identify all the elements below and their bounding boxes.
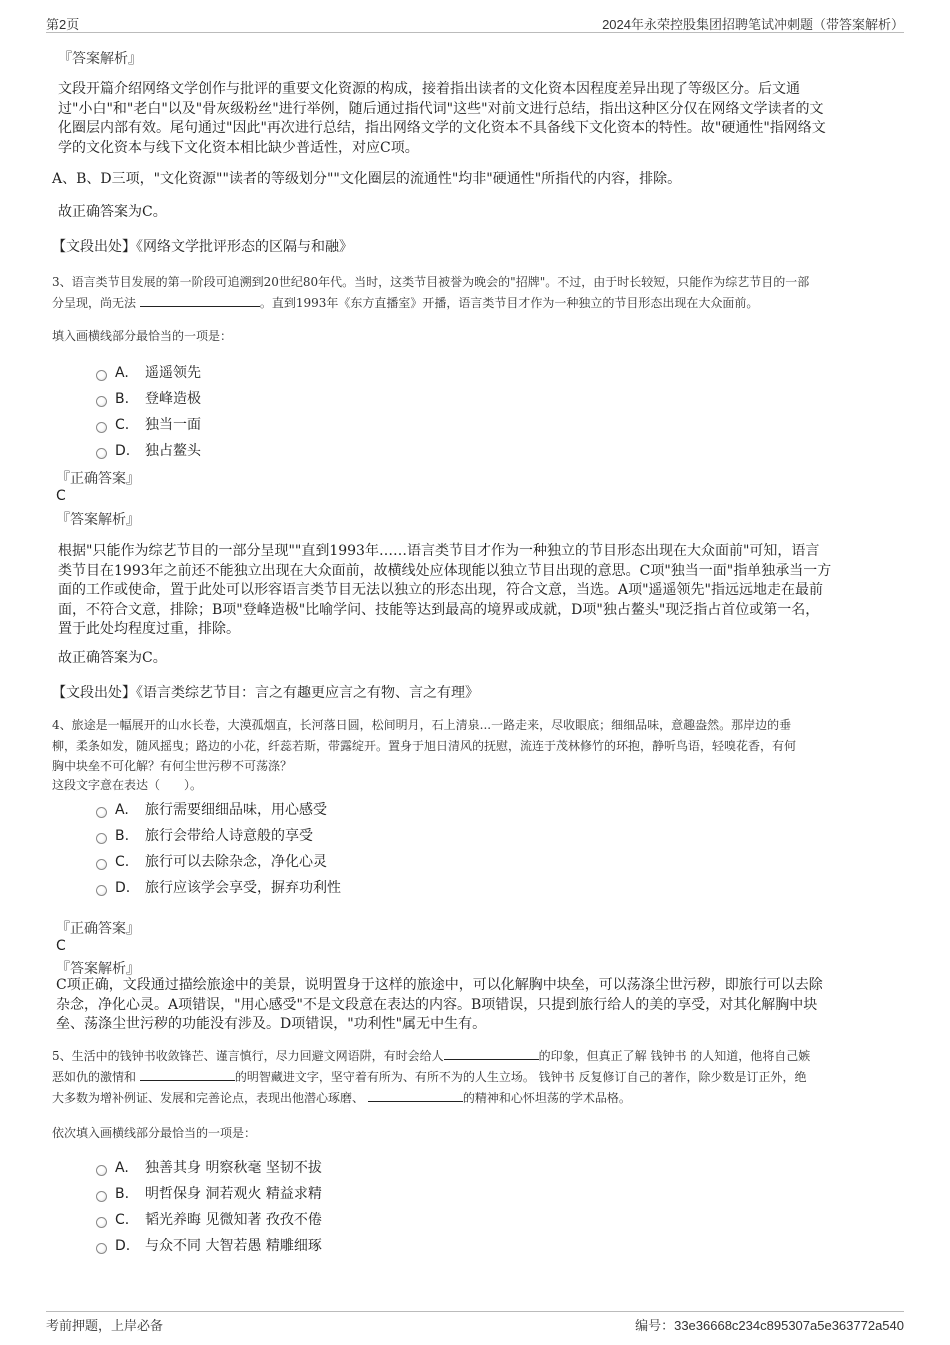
option-letter: B. bbox=[115, 828, 130, 844]
q3-prompt: 填入画横线部分最恰当的一项是： bbox=[52, 329, 233, 343]
q4-option-d[interactable] bbox=[96, 877, 341, 899]
q3-correct-answer: C bbox=[56, 488, 66, 504]
option-letter: C. bbox=[115, 417, 130, 433]
option-letter: B. bbox=[115, 391, 130, 407]
q3-option-c[interactable] bbox=[96, 414, 201, 436]
option-text: 独占鳌头 bbox=[145, 443, 201, 459]
option-text: 独善其身 明察秋毫 坚韧不拔 bbox=[145, 1160, 322, 1176]
analysis-line: 化圈层内部有效。尾句通过"因此"再次进行总结，指出网络文学的文化资本不具备线下文化资本的特性。故"硬通性"指网络文 bbox=[58, 120, 826, 136]
radio-button[interactable] bbox=[96, 807, 107, 818]
q3-stem-line: 3、语言类节目发展的第一阶段可追溯到20世纪80年代。当时，这类节目被誉为晚会的"招牌"。不过，由于时长较短，只能作为综艺节目的一部 bbox=[52, 275, 810, 289]
analysis-line: 过"小白"和"老白"以及"骨灰级粉丝"进行举例，随后通过指代词"这些"对前文进行总结，指出这种区分仅在网络文学读者的文 bbox=[58, 100, 824, 117]
option-letter: A. bbox=[115, 1160, 129, 1176]
q2-analysis-label: 『答案解析』 bbox=[58, 51, 142, 67]
q3-option-a[interactable] bbox=[96, 362, 201, 384]
q3-source: 【文段出处】《语言类综艺节目：言之有趣更应言之有物、言之有理》 bbox=[52, 685, 479, 701]
fill-blank bbox=[140, 294, 260, 307]
stem-text: 恶如仇的激情和 bbox=[52, 1070, 137, 1084]
option-text: 独当一面 bbox=[145, 417, 201, 433]
radio-button[interactable] bbox=[96, 833, 107, 844]
analysis-line: 杂念，净化心灵。A项错误，"用心感受"不是文段意在表达的内容。B项错误，只提到旅行给人的美的享受，对其化解胸中块 bbox=[56, 996, 818, 1013]
radio-button[interactable] bbox=[96, 396, 107, 407]
option-text: 明哲保身 洞若观火 精益求精 bbox=[145, 1186, 322, 1202]
q2-conclusion: 故正确答案为C。 bbox=[58, 204, 167, 220]
q2-source: 【文段出处】《网络文学批评形态的区隔与和融》 bbox=[52, 239, 353, 255]
analysis-line: 根据"只能作为综艺节目的一部分呈现""直到1993年……语言类节目才作为一种独立的节目形态出现在大众面前"可知，语言 bbox=[58, 543, 820, 559]
q3-stem-line bbox=[52, 293, 912, 314]
q5-stem-line bbox=[52, 1088, 922, 1109]
q2-analysis-text bbox=[58, 80, 898, 158]
fill-blank bbox=[140, 1068, 235, 1081]
q3-correct-label: 『正确答案』 bbox=[56, 471, 140, 487]
q4-option-a[interactable] bbox=[96, 799, 327, 821]
option-letter: B. bbox=[115, 1186, 130, 1202]
analysis-line: 学的文化资本与线下文化资本相比缺少普适性，对应C项。 bbox=[58, 139, 419, 156]
q3-option-b[interactable] bbox=[96, 388, 201, 410]
q5-stem-line bbox=[52, 1046, 922, 1067]
stem-text: 的精神和心怀坦荡的学术品格。 bbox=[462, 1091, 631, 1105]
analysis-line: 面的工作或使命，置于此处可以形容语言类节目无法以独立的形态出现，符合文意，当选。A项"遥遥领先"指远远地走在最前 bbox=[58, 582, 823, 598]
document-title: 2024年永荣控股集团招聘笔试冲刺题（带答案解析） bbox=[602, 17, 904, 32]
option-text: 登峰造极 bbox=[145, 391, 201, 407]
option-text: 旅行会带给人诗意般的享受 bbox=[145, 828, 313, 844]
analysis-line: 置于此处均程度过重，排除。 bbox=[58, 621, 240, 637]
option-letter: A. bbox=[115, 365, 129, 381]
q5-option-c[interactable] bbox=[96, 1209, 322, 1231]
q4-stem-line: 胸中块垒不可化解？有何尘世污秽不可荡涤？ bbox=[52, 759, 293, 773]
q4-analysis-text bbox=[56, 976, 916, 1035]
radio-button[interactable] bbox=[96, 1191, 107, 1202]
q5-prompt: 依次填入画横线部分最恰当的一项是： bbox=[52, 1126, 257, 1140]
radio-button[interactable] bbox=[96, 448, 107, 459]
option-letter: D. bbox=[115, 880, 131, 896]
q4-stem bbox=[52, 715, 912, 757]
analysis-line: 垒、荡涤尘世污秽的功能没有涉及。D项错误，"功利性"属无中生有。 bbox=[56, 1016, 487, 1032]
analysis-line: C项正确，文段通过描绘旅途中的美景，说明置身于这样的旅途中，可以化解胸中块垒，可以荡涤尘世污秽，即旅行可以去除 bbox=[56, 977, 823, 993]
stem-text: 的印象，但真正了解 钱钟书 的人知道，他将自己嫉 bbox=[538, 1049, 811, 1063]
option-letter: D. bbox=[115, 1238, 131, 1254]
q3-stem bbox=[52, 272, 912, 314]
document-code bbox=[635, 1315, 904, 1334]
option-text: 与众不同 大智若愚 精雕细琢 bbox=[145, 1238, 322, 1254]
q5-stem-line bbox=[52, 1067, 922, 1088]
page-footer bbox=[46, 1311, 904, 1332]
stem-text: 。直到1993年《东方直播室》开播，语言类节目才作为一种独立的节目形态出现在大众面前。 bbox=[259, 296, 759, 310]
page-header bbox=[46, 12, 904, 33]
option-letter: A. bbox=[115, 802, 129, 818]
option-letter: D. bbox=[115, 443, 131, 459]
q5-stem bbox=[52, 1046, 922, 1109]
q4-correct-label: 『正确答案』 bbox=[56, 921, 140, 937]
radio-button[interactable] bbox=[96, 859, 107, 870]
analysis-line: 面，不符合文意，排除；B项"登峰造极"比喻学问、技能等达到最高的境界或成就，D项"独占鳌头"现泛指占首位或第一名， bbox=[58, 601, 820, 618]
radio-button[interactable] bbox=[96, 1165, 107, 1176]
analysis-line: 类节目在1993年之前还不能独立出现在大众面前，故横线处应体现能以独立节目出现的意思。C项"独当一面"指单独承当一方 bbox=[58, 562, 832, 579]
radio-button[interactable] bbox=[96, 885, 107, 896]
q3-analysis-label: 『答案解析』 bbox=[56, 512, 140, 528]
q3-option-d[interactable] bbox=[96, 440, 201, 462]
q4-option-c[interactable] bbox=[96, 851, 327, 873]
option-text: 遥遥领先 bbox=[145, 365, 201, 381]
option-letter: C. bbox=[115, 854, 130, 870]
footer-slogan: 考前押题，上岸必备 bbox=[46, 1318, 164, 1333]
fill-blank bbox=[444, 1047, 539, 1060]
q4-option-b[interactable] bbox=[96, 825, 313, 847]
q4-prompt: 这段文字意在表达（ ）。 bbox=[52, 778, 203, 792]
code-value: 33e36668c234c895307a5e363772a540 bbox=[674, 1318, 904, 1333]
q3-analysis-text bbox=[58, 542, 898, 640]
option-text: 旅行需要细细品味，用心感受 bbox=[145, 802, 327, 818]
radio-button[interactable] bbox=[96, 370, 107, 381]
radio-button[interactable] bbox=[96, 1243, 107, 1254]
option-text: 韬光养晦 见微知著 孜孜不倦 bbox=[145, 1212, 322, 1228]
stem-text: 大多数为增补例证、发展和完善论点，表现出他潜心琢磨、 bbox=[52, 1091, 365, 1105]
code-label: 编号： bbox=[635, 1318, 675, 1333]
option-text: 旅行可以去除杂念，净化心灵 bbox=[145, 854, 327, 870]
q5-option-d[interactable] bbox=[96, 1235, 322, 1257]
stem-text: 分呈现，尚无法 bbox=[52, 296, 137, 310]
q4-correct-answer: C bbox=[56, 938, 66, 954]
analysis-line: 文段开篇介绍网络文学创作与批评的重要文化资源的构成，接着指出读者的文化资本因程度差异出现了等级区分。后文通 bbox=[58, 81, 800, 97]
option-text: 旅行应该学会享受，摒弃功利性 bbox=[145, 880, 341, 896]
q4-analysis-label: 『答案解析』 bbox=[56, 961, 140, 977]
stem-text: 的明智藏进文字，坚守着有所为、有所不为的人生立场。 钱钟书 反复修订自己的著作，除少数是订正外，绝 bbox=[234, 1070, 807, 1084]
q3-conclusion: 故正确答案为C。 bbox=[58, 650, 167, 666]
q5-option-b[interactable] bbox=[96, 1183, 322, 1205]
q2-exclusion: A、B、D三项，"文化资源""读者的等级划分""文化圈层的流通性"均非"硬通性"所指代的内容，排除。 bbox=[52, 171, 682, 187]
radio-button[interactable] bbox=[96, 1217, 107, 1228]
q5-option-a[interactable] bbox=[96, 1157, 322, 1179]
option-letter: C. bbox=[115, 1212, 130, 1228]
radio-button[interactable] bbox=[96, 422, 107, 433]
q4-stem-line: 柳，柔条如发，随风摇曳；路边的小花，纤蕊若斯，带露绽开。置身于旭日清风的抚慰，流连于茂林修竹的环抱，静听鸟语，轻嗅花香，有何 bbox=[52, 739, 797, 753]
stem-text: 5、生活中的钱钟书收敛锋芒、谨言慎行，尽力回避文网语阱，有时会给人 bbox=[52, 1049, 444, 1063]
page-number: 第2页 bbox=[46, 17, 80, 32]
fill-blank bbox=[368, 1089, 463, 1102]
q4-stem-line: 4、旅途是一幅展开的山水长卷，大漠孤烟直，长河落日圆，松间明月，石上清泉...一路走来，尽收眼底；细细品味，意趣盎然。那岸边的垂 bbox=[52, 718, 792, 732]
